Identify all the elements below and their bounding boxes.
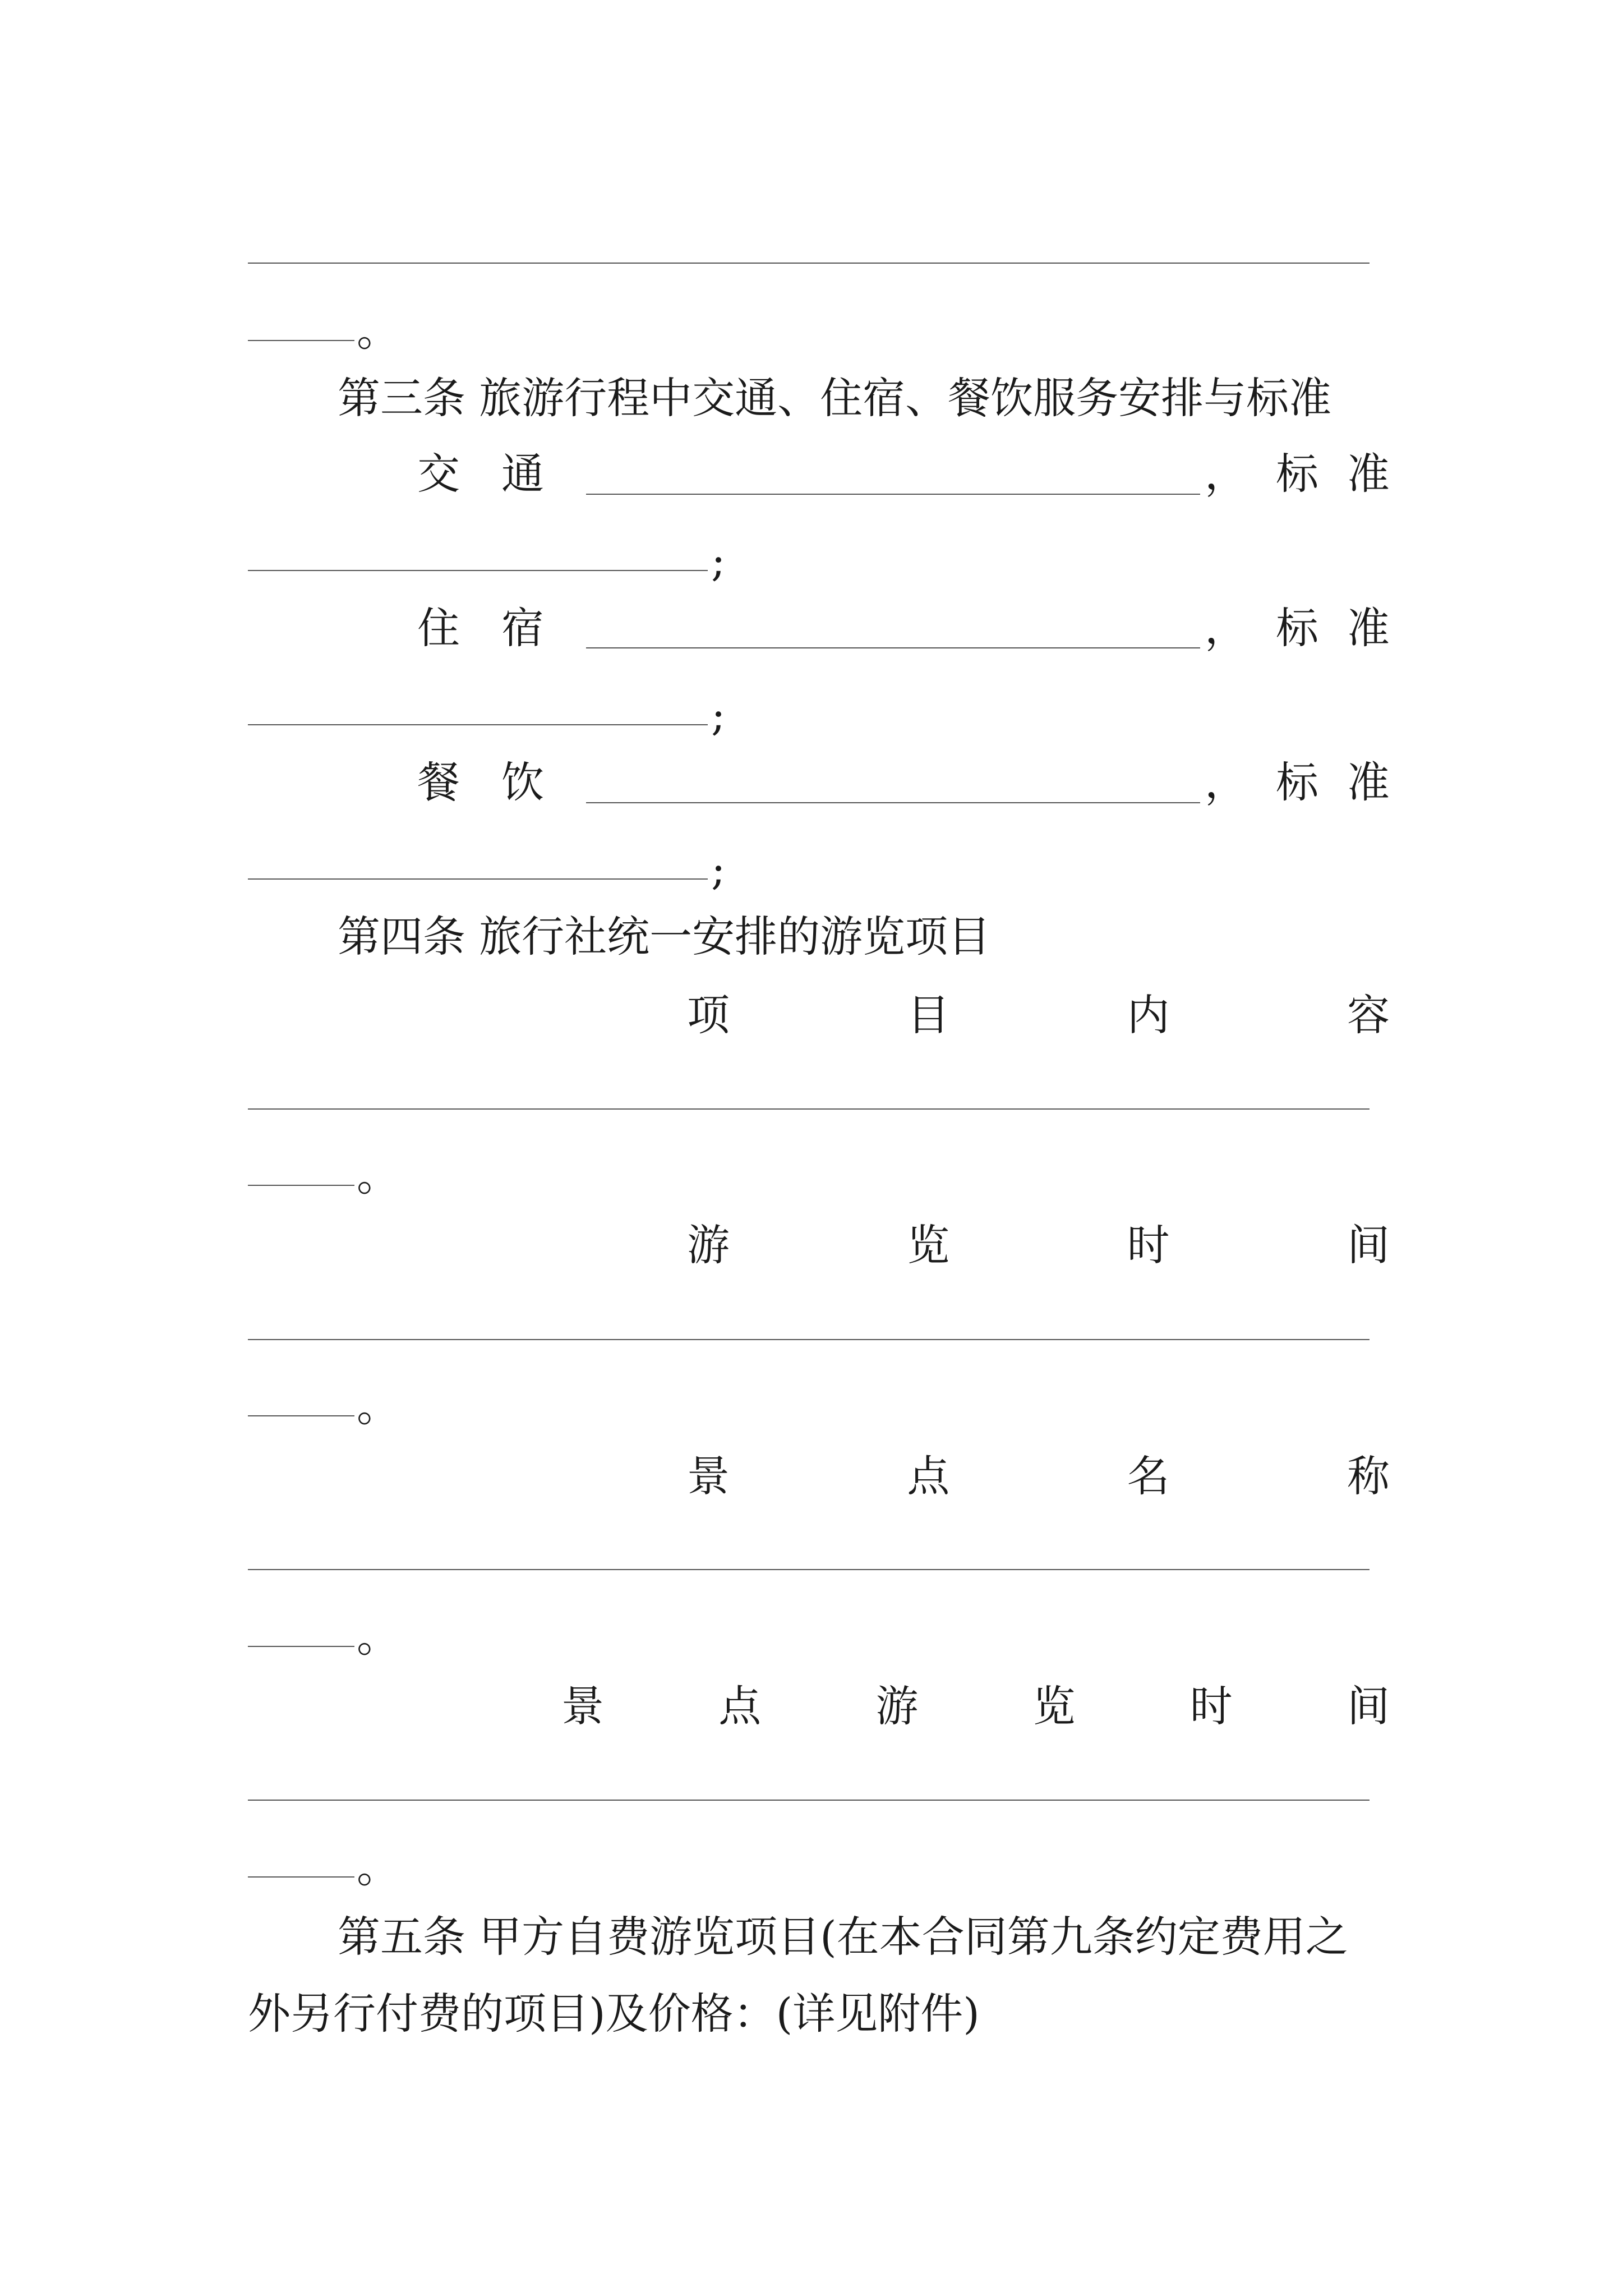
catering-label <box>417 754 544 811</box>
standard-char: 准 <box>1347 449 1390 499</box>
blank-line <box>248 1800 1370 1801</box>
standard-char: 准 <box>1347 757 1390 807</box>
comma: ， <box>1205 757 1247 807</box>
period: 。 <box>357 1151 399 1200</box>
label-char: 时 <box>1189 1681 1233 1731</box>
semicolon: ; <box>711 536 726 586</box>
label-char: 游 <box>875 1681 919 1731</box>
label-char: 饮 <box>501 757 544 807</box>
label-char: 内 <box>1127 990 1170 1040</box>
catering-standard-blank <box>248 878 708 880</box>
label-char: 间 <box>1347 1220 1390 1270</box>
semicolon: ; <box>711 844 726 894</box>
project-content-label <box>687 987 1390 1043</box>
label-char: 名 <box>1127 1451 1170 1501</box>
scenic-spot-tour-time-label <box>561 1678 1390 1734</box>
accommodation-label <box>417 600 544 656</box>
label-char: 通 <box>501 449 544 499</box>
blank-line-short <box>248 1646 354 1647</box>
label-char: 宿 <box>501 603 544 653</box>
transport-label <box>417 446 544 502</box>
transport-blank <box>586 494 1200 495</box>
article-5-line-2: 外另行付费的项目)及价格：(详见附件) <box>248 1989 980 2039</box>
period: 。 <box>357 1381 399 1431</box>
transport-standard <box>1205 446 1390 502</box>
blank-line-short <box>248 1415 354 1416</box>
transport-standard-blank <box>248 570 708 571</box>
blank-line <box>248 263 1370 264</box>
period: 。 <box>357 1612 399 1662</box>
article-5-line-1: 第五条 甲方自费游览项目(在本合同第九条约定费用之 <box>338 1912 1348 1962</box>
blank-line <box>248 1339 1370 1340</box>
accommodation-blank <box>586 647 1200 648</box>
standard-char: 标 <box>1276 603 1318 653</box>
standard-char: 准 <box>1347 603 1390 653</box>
standard-char: 标 <box>1276 757 1318 807</box>
semicolon: ; <box>711 690 726 740</box>
comma: ， <box>1205 449 1247 499</box>
label-char: 间 <box>1347 1681 1390 1731</box>
label-char: 时 <box>1127 1220 1170 1270</box>
label-char: 景 <box>687 1451 730 1501</box>
label-char: 览 <box>1032 1681 1076 1731</box>
period: 。 <box>357 1842 399 1892</box>
label-char: 点 <box>907 1451 950 1501</box>
catering-blank <box>586 802 1200 803</box>
article-4-heading: 第四条 旅行社统一安排的游览项目 <box>338 912 991 961</box>
blank-line <box>248 1108 1370 1110</box>
label-char: 称 <box>1347 1451 1390 1501</box>
label-char: 游 <box>687 1220 730 1270</box>
blank-line-short <box>248 1185 354 1186</box>
blank-line-short <box>248 340 354 341</box>
accommodation-standard-blank <box>248 724 708 725</box>
label-char: 项 <box>687 990 730 1040</box>
label-char: 容 <box>1347 990 1390 1040</box>
standard-char: 标 <box>1276 449 1318 499</box>
label-char: 览 <box>907 1220 950 1270</box>
label-char: 住 <box>417 603 460 653</box>
tour-time-label <box>687 1217 1390 1273</box>
comma: ， <box>1205 603 1247 653</box>
blank-line <box>248 1569 1370 1570</box>
label-char: 点 <box>718 1681 762 1731</box>
label-char: 目 <box>907 990 950 1040</box>
label-char: 餐 <box>417 757 460 807</box>
label-char: 景 <box>561 1681 604 1731</box>
period: 。 <box>357 306 399 356</box>
article-3-heading: 第三条 旅游行程中交通、住宿、餐饮服务安排与标准 <box>338 373 1332 423</box>
label-char: 交 <box>417 449 460 499</box>
accommodation-standard <box>1205 600 1390 656</box>
blank-line-short <box>248 1876 354 1878</box>
scenic-spot-name-label <box>687 1448 1390 1504</box>
catering-standard <box>1205 754 1390 811</box>
